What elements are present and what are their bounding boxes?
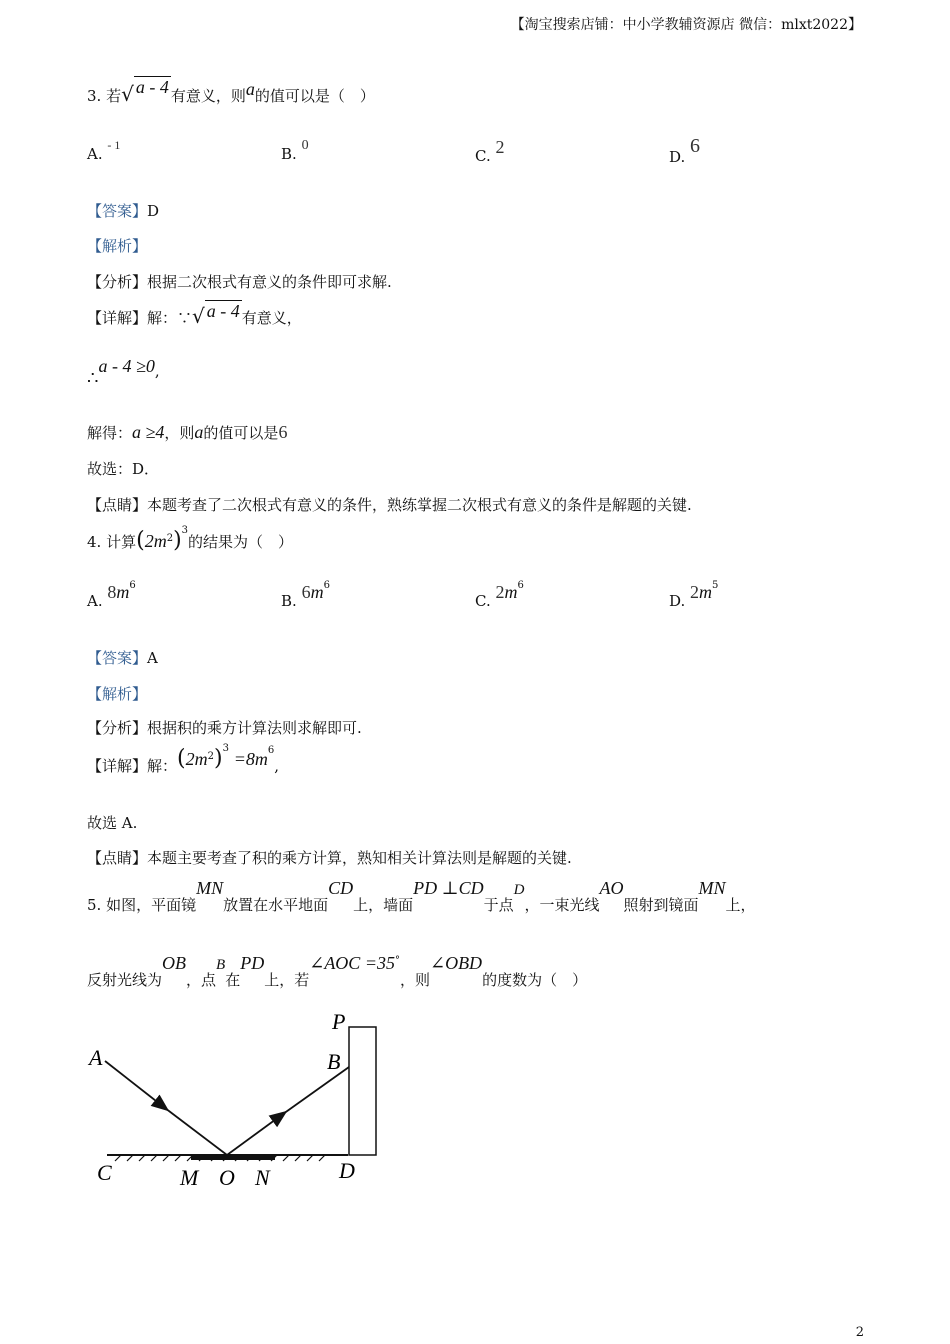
q4-option-c (475, 580, 524, 611)
detail-base: 2m (185, 749, 208, 769)
label-a: A (89, 1045, 103, 1070)
sqrt-sign: √ (192, 304, 205, 328)
q4-base: 2m (144, 531, 167, 551)
label-o: O (219, 1165, 235, 1190)
answer-tag: 【答案】 (87, 202, 148, 220)
fenxi-tag: 【分析】 (87, 273, 148, 291)
q5-text: 的度数为（ ） (482, 971, 588, 989)
q5-math: PD ⊥CD (413, 878, 484, 898)
answer-tag: 【答案】 (87, 649, 148, 667)
q3-analysis-tag: 【解析】 (87, 237, 148, 255)
detail-tag: 【详解】 (87, 309, 148, 327)
label-d: D (339, 1158, 355, 1183)
detail-post: 有意义， (241, 309, 302, 327)
q4-answer (87, 647, 158, 668)
option-coef: 8 (107, 582, 117, 602)
option-label: B. (281, 592, 297, 610)
q3-fenxi (87, 271, 392, 292)
q5-text: 上， (725, 896, 756, 914)
label-n: N (255, 1165, 270, 1190)
q5-math: ∠AOC =35 (309, 953, 395, 973)
solve-expr: a ≥4 (132, 422, 165, 442)
option-value: 2 (495, 137, 505, 157)
q5-math: D (513, 882, 525, 898)
q5-math: AO (599, 878, 624, 898)
option-exp: 6 (323, 580, 330, 591)
q5-math: CD (328, 878, 354, 898)
fenxi-tag: 【分析】 (87, 719, 148, 737)
option-exp: 6 (129, 580, 136, 591)
page-header: 【淘宝搜索店铺：中小学教辅资源店 微信：mlxt2022】 (510, 17, 862, 33)
q4-option-d (669, 580, 719, 611)
therefore-expr: a - 4 ≥0 (98, 356, 155, 376)
paren-close: ) (173, 528, 182, 553)
option-value: 0 (301, 138, 309, 153)
q5-line-2 (87, 953, 588, 989)
q3-stem-mid: 有意义，则 (170, 87, 246, 105)
paren-close: ) (214, 746, 223, 771)
detail-rhs: =8m (233, 749, 268, 769)
page-number: 2 (855, 1325, 864, 1340)
q4-number: 4. 计算 (87, 533, 137, 551)
q4-stem (87, 525, 294, 553)
q3-number: 3. 若 (87, 87, 122, 105)
mirror-reflection-figure (85, 1005, 395, 1195)
q5-degree: ° (394, 955, 400, 966)
answer-value: A (147, 649, 158, 667)
q5-text: 上，若 (264, 971, 310, 989)
solve-post: 的值可以是 (203, 424, 279, 442)
solve-value: 6 (278, 422, 288, 442)
q4-choose: 故选 A. (87, 814, 138, 832)
q5-text: 反射光线为 (87, 971, 163, 989)
q5-math: OB (162, 953, 187, 973)
option-label: B. (281, 145, 297, 163)
detail-comma: , (274, 757, 280, 775)
incident-ray-arrow (105, 1061, 165, 1108)
wall-pd (349, 1027, 376, 1155)
q4-outer-exp: 3 (181, 525, 189, 536)
detail-inner-exp: 2 (207, 751, 214, 762)
q5-text: 放置在水平地面 (223, 896, 329, 914)
answer-value: D (147, 202, 160, 220)
q4-inner-exp: 2 (166, 533, 174, 544)
q5-math: MN (698, 878, 726, 898)
paren-open: ( (136, 528, 145, 553)
therefore-symbol: ∴ (87, 368, 99, 389)
detail-radicand: a - 4 (206, 301, 240, 321)
option-coef: 2 (690, 582, 700, 602)
option-label: A. (87, 145, 103, 163)
sqrt-sign: √ (121, 82, 134, 106)
q3-review (87, 494, 692, 515)
q4-option-a (87, 580, 136, 611)
option-label: D. (669, 592, 686, 610)
q5-line-1 (87, 878, 756, 914)
q5-text: ，一束光线 (524, 896, 600, 914)
q5-math: ∠OBD (429, 953, 483, 973)
label-b: B (327, 1049, 341, 1074)
q5-text: 照射到镜面 (623, 896, 699, 914)
detail-pre: 解：∵ (147, 309, 193, 327)
q3-detail (87, 301, 302, 328)
reflected-ray-ob (283, 1067, 349, 1114)
q3-var: a (245, 79, 255, 99)
q3-option-d (669, 135, 701, 168)
option-value: 6 (690, 135, 701, 157)
q3-stem (87, 77, 375, 106)
fenxi-text: 根据二次根式有意义的条件即可求解. (147, 273, 392, 291)
q4-fenxi (87, 717, 362, 738)
review-text: 本题考查了二次根式有意义的条件，熟练掌握二次根式有意义的条件是解题的关键. (147, 496, 692, 514)
incident-ray-ao (165, 1108, 227, 1155)
q4-review (87, 847, 572, 868)
option-label: A. (87, 592, 103, 610)
q3-option-c (475, 137, 505, 166)
paren-open: ( (177, 746, 186, 771)
q5-text: ，则 (399, 971, 430, 989)
label-c: C (97, 1160, 112, 1185)
q5-text: ，点 (186, 971, 217, 989)
option-var: m (504, 582, 518, 602)
q5-text: 在 (225, 971, 241, 989)
option-value: - 1 (107, 138, 121, 152)
detail-rhs-exp: 6 (267, 745, 275, 756)
option-exp: 6 (517, 580, 524, 591)
option-exp: 5 (712, 580, 719, 591)
option-coef: 6 (301, 582, 311, 602)
q5-math: MN (196, 878, 224, 898)
option-label: C. (475, 592, 491, 610)
q5-text: 上，墙面 (353, 896, 414, 914)
q3-solve (87, 422, 287, 443)
fenxi-text: 根据积的乘方计算法则求解即可. (147, 719, 362, 737)
option-var: m (116, 582, 130, 602)
q3-option-a (87, 138, 121, 163)
option-label: C. (475, 147, 491, 165)
q5-math: B (216, 957, 226, 973)
q4-detail (87, 743, 280, 777)
q3-option-b (281, 138, 309, 164)
option-var: m (699, 582, 713, 602)
q4-stem-end: 的结果为（ ） (188, 533, 294, 551)
q5-text: 于点 (483, 896, 514, 914)
reflected-ray-arrow (227, 1114, 283, 1155)
option-var: m (310, 582, 324, 602)
label-m: M (180, 1165, 199, 1190)
q3-choose: 故选：D． (87, 460, 160, 478)
q5-math: PD (240, 953, 265, 973)
detail-tag: 【详解】 (87, 757, 148, 775)
label-p: P (332, 1009, 346, 1034)
solve-pre: 解得： (87, 424, 133, 442)
q3-stem-end: 的值可以是（ ） (254, 87, 375, 105)
solve-var: a (194, 422, 204, 442)
detail-pre: 解： (147, 757, 178, 775)
solve-mid: ，则 (164, 424, 195, 442)
therefore-comma: , (154, 362, 160, 380)
review-text: 本题主要考查了积的乘方计算，熟知相关计算法则是解题的关键. (147, 849, 572, 867)
option-coef: 2 (495, 582, 505, 602)
q5-text: 5. 如图，平面镜 (87, 896, 197, 914)
q3-therefore (87, 356, 160, 389)
detail-outer-exp: 3 (222, 743, 229, 754)
option-label: D. (669, 148, 686, 166)
q3-answer (87, 200, 159, 221)
q4-analysis-tag: 【解析】 (87, 685, 148, 703)
review-tag: 【点睛】 (87, 849, 148, 867)
q4-option-b (281, 580, 330, 611)
q3-radicand: a - 4 (135, 77, 169, 97)
review-tag: 【点睛】 (87, 496, 148, 514)
